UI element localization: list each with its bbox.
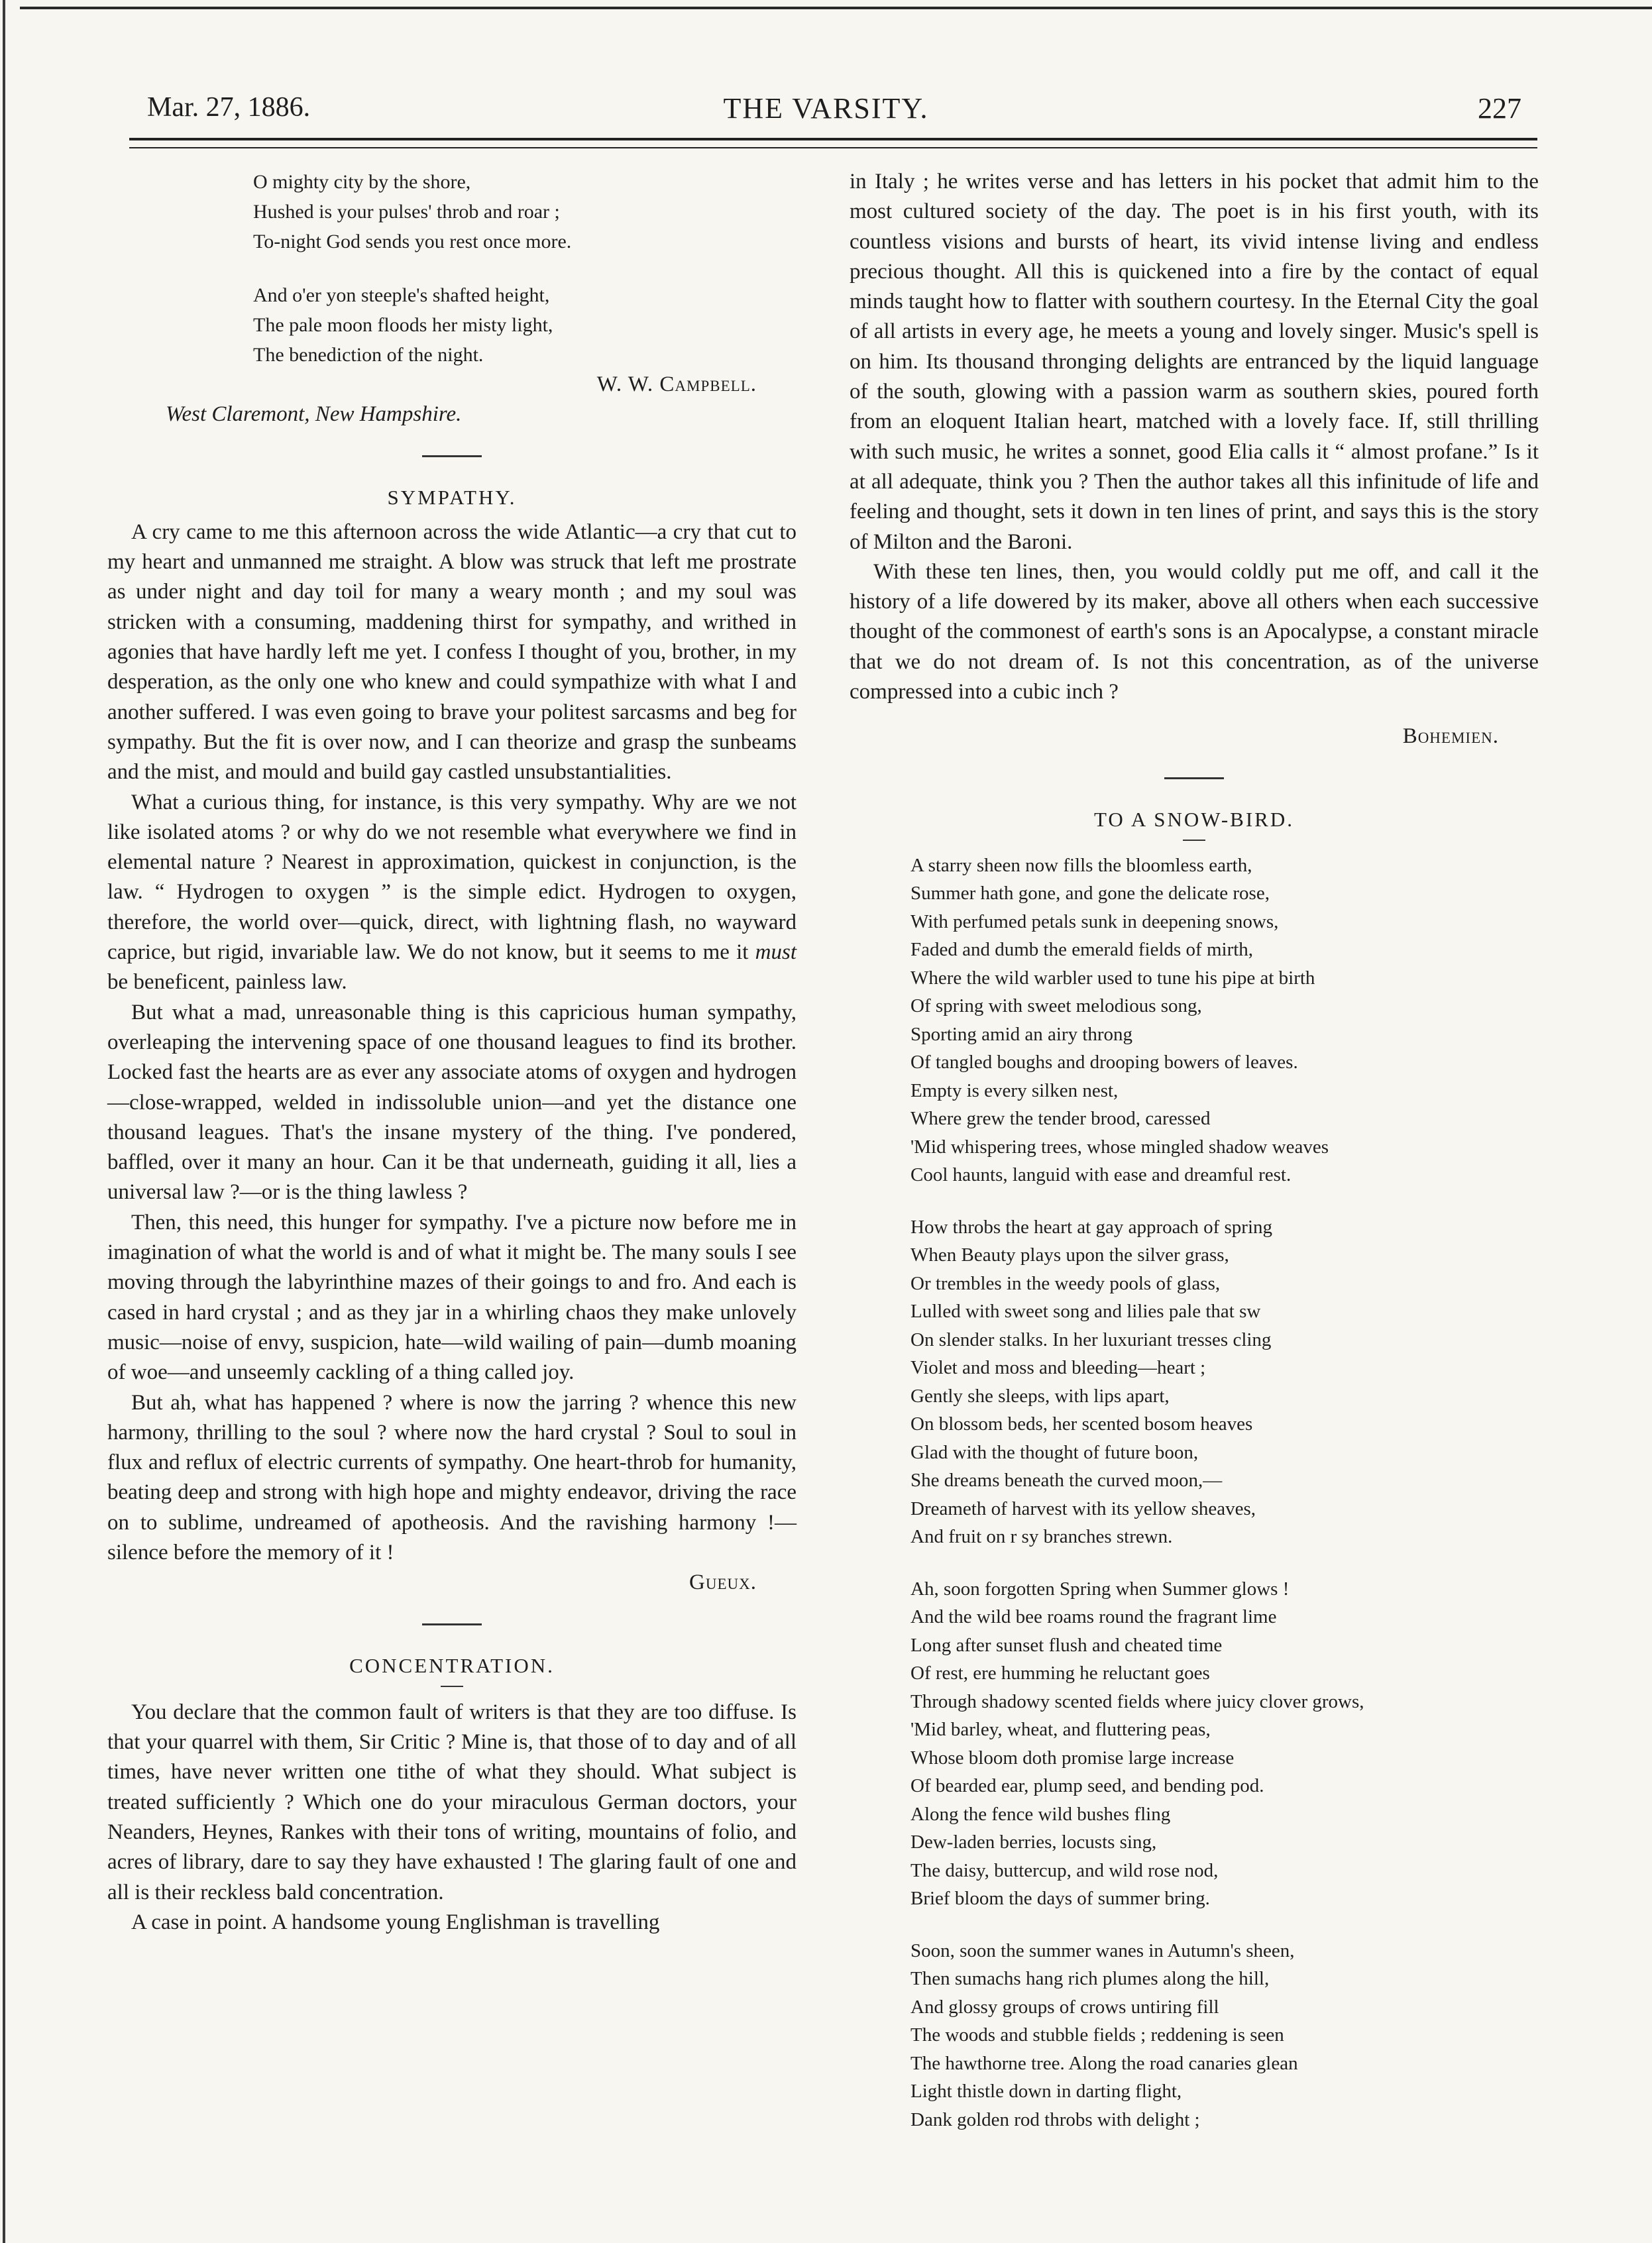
poem-line: The hawthorne tree. Along the road canaries glean [910, 2052, 1298, 2074]
section-divider [422, 455, 482, 457]
poem-line: Of tangled boughs and drooping bowers of leaves. [910, 1052, 1298, 1073]
poem-line: With perfumed petals sunk in deepening snows, [910, 910, 1279, 932]
sympathy-title: SYMPATHY. [387, 485, 517, 509]
poem-line: Cool haunts, languid with ease and dreamful rest. [910, 1164, 1292, 1186]
sympathy-paragraph [107, 788, 797, 998]
poem-line: Where grew the tender brood, caressed [910, 1108, 1211, 1130]
snowbird-poem [850, 851, 1539, 2134]
section-divider [1164, 777, 1224, 779]
poem-line: Then sumachs hang rich plumes along the hill, [910, 1968, 1270, 1990]
poem-line: Light thistle down in darting flight, [910, 2081, 1182, 2103]
poem-line: Dew-laden berries, locusts sing, [910, 1832, 1157, 1853]
poem-line: Empty is every silken nest, [910, 1079, 1119, 1101]
masthead-title: THE VARSITY. [723, 92, 929, 125]
poem-line: Gently she sleeps, with lips apart, [910, 1385, 1170, 1407]
poem-line: Glad with the thought of future boon, [910, 1441, 1199, 1463]
concentration-paragraph: A case in point. A handsome young Englishman is travelling [131, 1910, 660, 1934]
poem-line: The woods and stubble fields ; reddening is seen [910, 2024, 1284, 2046]
poem-line: Whose bloom doth promise large increase [910, 1747, 1235, 1769]
poem-line: O mighty city by the shore, [253, 171, 471, 193]
poem-line: Dreameth of harvest with its yellow sheaves, [910, 1498, 1256, 1519]
poem-line: Soon, soon the summer wanes in Autumn's sheen, [910, 1940, 1295, 1961]
poem-line: Through shadowy scented fields where juicy clover grows, [910, 1690, 1364, 1712]
poem-line: Of rest, ere humming he reluctant goes [910, 1663, 1210, 1684]
poem-stanza [910, 851, 1539, 1189]
concentration-paragraph: You declare that the common fault of writers is that they are too diffuse. Is that your quarrel with them, Sir Critic ? Mine is, that those of to day and of all times, have never written one tithe of what they should. What subject is treated sufficiently ? Which one do your miraculous German doctors, your Neanders, Heynes, Rankes with their tons of writing, mountains of folio, and acres of library, dare to say they have exhausted ! The glaring fault of one and all is their reckless bald concentration. [107, 1700, 797, 1904]
poem-stanza [910, 1213, 1539, 1551]
poem-line: How throbs the heart at gay approach of spring [910, 1216, 1273, 1238]
snowbird-title: TO A SNOW-BIRD. [1094, 807, 1294, 831]
header-rule-thick [129, 138, 1537, 140]
poem-line: On slender stalks. In her luxuriant tresses cling [910, 1329, 1272, 1350]
poem-line: Lulled with sweet song and lilies pale that sw [910, 1301, 1261, 1323]
poem-stanza [253, 167, 797, 256]
poem-line: She dreams beneath the curved moon,— [910, 1470, 1223, 1492]
poem-line: And fruit on r sy branches strewn. [910, 1526, 1173, 1548]
poem-line: Ah, soon forgotten Spring when Summer glows ! [910, 1578, 1290, 1600]
poem-line: On blossom beds, her scented bosom heaves [910, 1413, 1253, 1435]
poem-line: To-night God sends you rest once more. [253, 231, 572, 252]
poem-line: Along the fence wild bushes fling [910, 1803, 1171, 1825]
right-column [850, 167, 1539, 2158]
scan-edge-left [3, 0, 5, 2243]
poem-line: Of spring with sweet melodious song, [910, 995, 1202, 1017]
sympathy-paragraph-text: What a curious thing, for instance, is this very sympathy. Why are we not like isolated atoms ? or why do we not resemble what everywhere we find in elemental nature ? Nearest in approximation, quickest in conjunction, is the law. “ Hydrogen to oxygen ” is the simple edict. Hydrogen to oxygen, therefore, the world over—quick, direct, with lightning flash, no wayward caprice, but rigid, invariable law. We do not know, but it seems to me it [107, 790, 797, 965]
poem-stanza [253, 280, 797, 370]
title-underline [441, 1686, 463, 1687]
sympathy-paragraph-tail: be beneficent, painless law. [107, 970, 347, 995]
poem-line: And the wild bee roams round the fragrant lime [910, 1606, 1277, 1628]
poem-line: Hushed is your pulses' throb and roar ; [253, 201, 560, 223]
concentration-paragraph: in Italy ; he writes verse and has letters in his pocket that admit him to the most cultured society of the day. The poet is in his first youth, with its countless visions and bursts of heart, its vivid intense living and endless precious thought. All this is quickened into a fire by the contact of equal minds taught how to flatter with southern courtesy. In the Eternal City the goal of all artists in every age, he meets a young and lovely singer. Music's spell is on him. Its thousand thronging delights are entranced by the liquid language of the south, glowing with a passion warm as southern skies, poured forth from an eloquent Italian heart, matched with a lovely face. If, still thrilling with such music, he writes a sonnet, good Elia calls it “ almost profane.” Is it at all adequate, think you ? Then the author takes all this infinitude of life and feeling and thought, sets it down in ten lines of print, and says this is the story of Milton and the Baroni. [850, 170, 1539, 554]
opening-poem [107, 167, 797, 370]
poem-line: Summer hath gone, and gone the delicate rose, [910, 883, 1270, 904]
poem-line: Dank golden rod throbs with delight ; [910, 2108, 1200, 2130]
poem-line: Of bearded ear, plump seed, and bending pod. [910, 1775, 1264, 1797]
scan-edge-top [20, 7, 1652, 9]
concentration-title: CONCENTRATION. [349, 1653, 555, 1677]
section-divider [422, 1623, 482, 1625]
poem-line: The pale moon floods her misty light, [253, 314, 553, 336]
poem-line: 'Mid whispering trees, whose mingled shadow weaves [910, 1136, 1329, 1158]
concentration-author: Bohemien. [1402, 724, 1499, 749]
issue-date: Mar. 27, 1886. [147, 92, 311, 123]
poem-line: And o'er yon steeple's shafted height, [253, 284, 550, 306]
poem-line: A starry sheen now fills the bloomless earth, [910, 854, 1252, 876]
poem-line: Brief bloom the days of summer bring. [910, 1888, 1210, 1910]
poem-line: 'Mid barley, wheat, and fluttering peas, [910, 1719, 1211, 1741]
poem-line: Long after sunset flush and cheated time [910, 1634, 1223, 1656]
poem-line: The benediction of the night. [253, 344, 484, 366]
sympathy-paragraph: A cry came to me this afternoon across the wide Atlantic—a cry that cut to my heart and unmanned me straight. A blow was struck that left me prostrate as under night and day toil for many a weary month ; and my soul was stricken with a consuming, maddening thirst for sympathy, and writhed in agonies that have hardly left me yet. I confess I thought of you, brother, in my desperation, as the only one who knew and could sympathize with what I and another suffered. I was even going to brave your politest sarcasms and beg for sympathy. But the fit is over now, and I can theorize and grasp the sunbeams and the mist, and mould and build gay castled unsubstantialities. [107, 520, 797, 785]
poem-line: The daisy, buttercup, and wild rose nod, [910, 1859, 1219, 1881]
sympathy-author: Gueux. [689, 1570, 757, 1595]
poem-stanza [910, 1937, 1539, 2134]
poem-line: Or trembles in the weedy pools of glass, [910, 1272, 1221, 1294]
poem-line: Violet and moss and bleeding—heart ; [910, 1357, 1206, 1379]
sympathy-paragraph: But what a mad, unreasonable thing is this capricious human sympathy, overleaping the intervening space of one thousand leagues to find its brother. Locked fast the hearts are as ever any associate atoms of oxygen and hydrogen—close-wrapped, welded in indissoluble union—and yet the distance one thousand leagues. That's the insane mystery of the thing. I've pondered, baffled, over it many an hour. Can it be that underneath, guiding it all, lies a universal law ?—or is the thing lawless ? [107, 1000, 797, 1205]
title-underline [1183, 840, 1205, 841]
poem-line: Where the wild warbler used to tune his pipe at birth [910, 967, 1315, 989]
poem-author: W. W. Campbell. [596, 372, 757, 396]
poem-line: Faded and dumb the emerald fields of mirth, [910, 939, 1254, 961]
page-number: 227 [1478, 92, 1521, 125]
sympathy-paragraph: But ah, what has happened ? where is now the jarring ? whence this new harmony, thrilling to the soul ? where now the hard crystal ? Soul to soul in flux and reflux of electric currents of sympathy. One heart-throb for humanity, beating deep and strong with high hope and mighty endeavor, driving the race on to sublime, undreamed of apotheosis. And the ravishing harmony !—silence before the memory of it ! [107, 1390, 797, 1564]
emphasis-must: must [755, 940, 797, 965]
poem-line: And glossy groups of crows untiring fill [910, 1996, 1219, 2018]
sympathy-paragraph: Then, this need, this hunger for sympathy. I've a picture now before me in imagination of what the world is and of what it might be. The many souls I see moving through the labyrinthine mazes of their goings to and fro. And each is cased in hard crystal ; and as they jar in a whirling chaos they make unlovely music—noise of envy, suspicion, hate—wild wailing of pain—dumb moaning of woe—and unseemly cackling of a thing called joy. [107, 1210, 797, 1385]
poem-line: Sporting amid an airy throng [910, 1023, 1133, 1045]
left-column [107, 167, 797, 1938]
poem-place: West Claremont, New Hampshire. [166, 402, 462, 427]
concentration-paragraph: With these ten lines, then, you would coldly put me off, and call it the history of a life dowered by its maker, above all others when each successive thought of the commonest of earth's sons is an Apocalypse, a constant miracle that we do not dream of. Is not this concentration, as of the universe compressed into a cubic inch ? [850, 559, 1539, 704]
header-rule-thin [129, 147, 1537, 148]
poem-line: When Beauty plays upon the silver grass, [910, 1244, 1229, 1266]
poem-stanza [910, 1575, 1539, 1913]
